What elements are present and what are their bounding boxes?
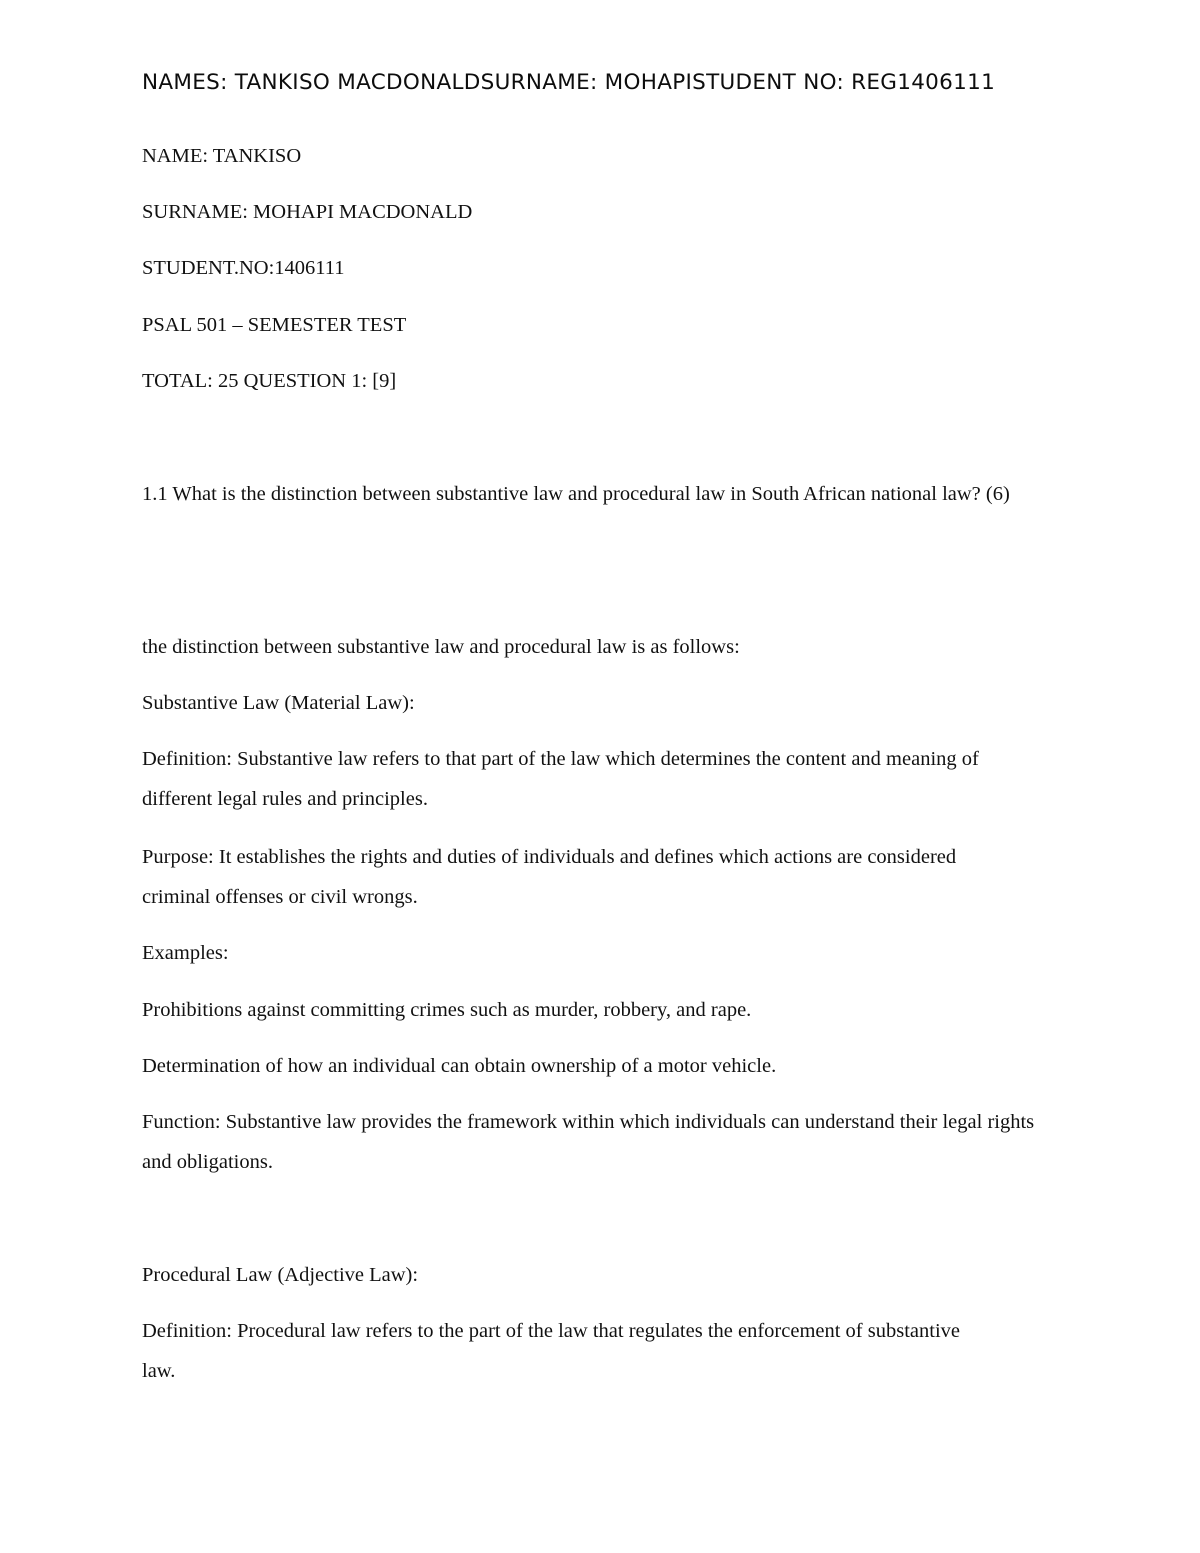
student-name: NAME: TANKISO: [142, 145, 302, 167]
page-header: NAMES: TANKISO MACDONALDSURNAME: MOHAPISTUDENT NO: REG1406111: [142, 70, 996, 95]
example-item: Determination of how an individual can obtain ownership of a motor vehicle.: [142, 1055, 777, 1077]
test-total: TOTAL: 25 QUESTION 1: [9]: [142, 370, 397, 392]
question-text: 1.1 What is the distinction between substantive law and procedural law in South African national law? (6): [142, 483, 1010, 505]
substantive-definition: Definition: Substantive law refers to that part of the law which determines the content and meaning of different legal rules and principles.: [142, 748, 979, 810]
substantive-purpose: Purpose: It establishes the rights and duties of individuals and defines which actions are considered criminal offenses or civil wrongs.: [142, 846, 957, 908]
student-surname: SURNAME: MOHAPI MACDONALD: [142, 201, 473, 223]
substantive-function: Function: Substantive law provides the framework within which individuals can understand their legal rights and obligations.: [142, 1111, 1035, 1173]
example-item: Prohibitions against committing crimes such as murder, robbery, and rape.: [142, 999, 752, 1021]
substantive-heading: Substantive Law (Material Law):: [142, 692, 415, 714]
course-title: PSAL 501 – SEMESTER TEST: [142, 314, 407, 336]
answer-intro: the distinction between substantive law and procedural law is as follows:: [142, 636, 740, 658]
procedural-definition: Definition: Procedural law refers to the part of the law that regulates the enforcement of substantive law.: [142, 1320, 960, 1382]
procedural-heading: Procedural Law (Adjective Law):: [142, 1264, 419, 1286]
student-number: STUDENT.NO:1406111: [142, 257, 345, 279]
examples-label: Examples:: [142, 942, 229, 964]
